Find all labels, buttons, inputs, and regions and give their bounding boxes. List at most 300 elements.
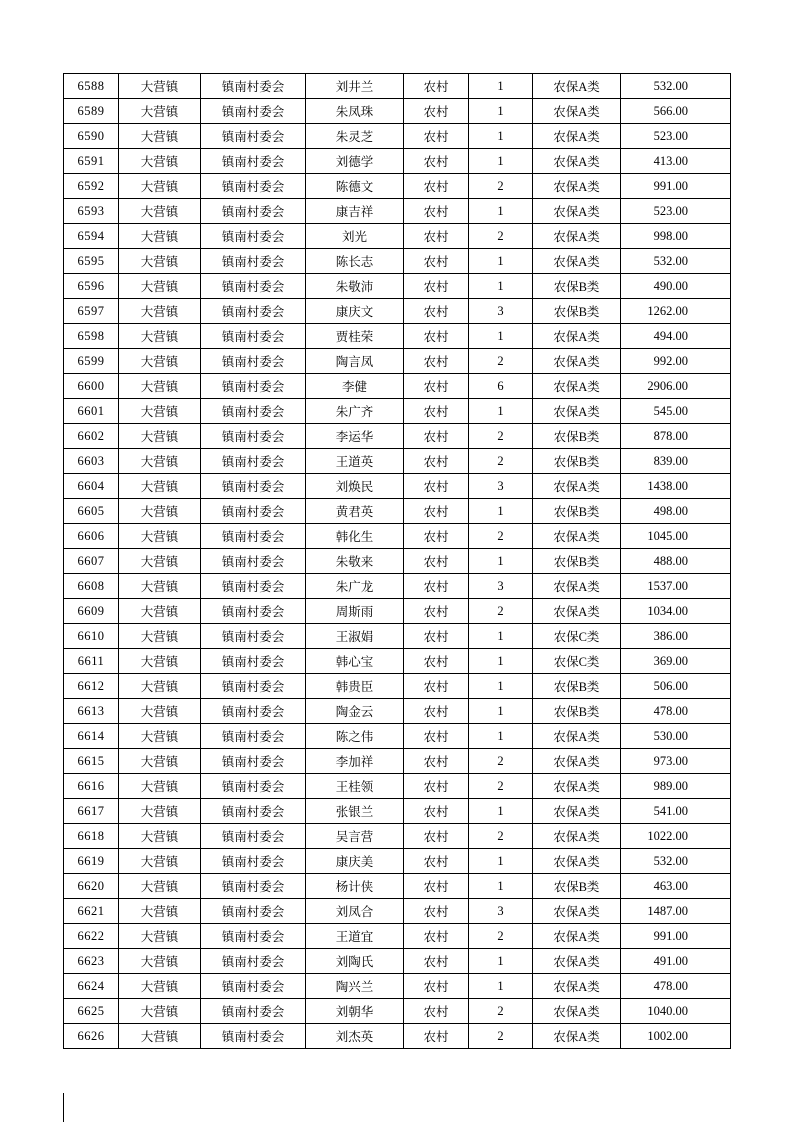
cell-count: 1: [469, 624, 533, 649]
cell-amount: 1438.00: [621, 474, 731, 499]
cell-insurance_class: 农保A类: [533, 574, 621, 599]
cell-village: 镇南村委会: [201, 449, 306, 474]
cell-village: 镇南村委会: [201, 524, 306, 549]
cell-village: 镇南村委会: [201, 149, 306, 174]
cell-town: 大营镇: [119, 699, 201, 724]
cell-town: 大营镇: [119, 999, 201, 1024]
cell-town: 大营镇: [119, 324, 201, 349]
cell-serial: 6600: [64, 374, 119, 399]
cell-town: 大营镇: [119, 724, 201, 749]
table-row: [64, 749, 731, 774]
cell-serial: 6625: [64, 999, 119, 1024]
table-row: [64, 524, 731, 549]
cell-amount: 523.00: [621, 124, 731, 149]
cell-count: 2: [469, 999, 533, 1024]
cell-amount: 386.00: [621, 624, 731, 649]
cell-amount: 506.00: [621, 674, 731, 699]
cell-insurance_class: 农保A类: [533, 1024, 621, 1049]
cell-insurance_class: 农保B类: [533, 424, 621, 449]
cell-name: 朱广齐: [306, 399, 404, 424]
cell-category: 农村: [404, 674, 469, 699]
cell-insurance_class: 农保A类: [533, 999, 621, 1024]
cell-town: 大营镇: [119, 74, 201, 99]
cell-serial: 6607: [64, 549, 119, 574]
table-row: [64, 149, 731, 174]
cell-insurance_class: 农保A类: [533, 174, 621, 199]
cell-serial: 6596: [64, 274, 119, 299]
cell-town: 大营镇: [119, 124, 201, 149]
cell-insurance_class: 农保A类: [533, 149, 621, 174]
cell-insurance_class: 农保A类: [533, 774, 621, 799]
cell-village: 镇南村委会: [201, 874, 306, 899]
cell-serial: 6605: [64, 499, 119, 524]
cell-serial: 6599: [64, 349, 119, 374]
cell-serial: 6601: [64, 399, 119, 424]
cell-count: 1: [469, 274, 533, 299]
cell-serial: 6589: [64, 99, 119, 124]
cell-count: 1: [469, 799, 533, 824]
cell-category: 农村: [404, 974, 469, 999]
table-row: [64, 299, 731, 324]
cell-village: 镇南村委会: [201, 74, 306, 99]
cell-count: 3: [469, 574, 533, 599]
cell-category: 农村: [404, 124, 469, 149]
cell-category: 农村: [404, 949, 469, 974]
cell-insurance_class: 农保A类: [533, 124, 621, 149]
cell-name: 张银兰: [306, 799, 404, 824]
cell-name: 陶金云: [306, 699, 404, 724]
cell-town: 大营镇: [119, 574, 201, 599]
cell-name: 陶兴兰: [306, 974, 404, 999]
cell-village: 镇南村委会: [201, 774, 306, 799]
cell-name: 王淑娟: [306, 624, 404, 649]
cell-village: 镇南村委会: [201, 599, 306, 624]
cell-amount: 1537.00: [621, 574, 731, 599]
cell-amount: 991.00: [621, 174, 731, 199]
cell-name: 韩贵臣: [306, 674, 404, 699]
table-row: [64, 349, 731, 374]
cell-village: 镇南村委会: [201, 999, 306, 1024]
cell-category: 农村: [404, 324, 469, 349]
cell-category: 农村: [404, 699, 469, 724]
cell-serial: 6623: [64, 949, 119, 974]
cell-amount: 989.00: [621, 774, 731, 799]
cell-town: 大营镇: [119, 599, 201, 624]
cell-amount: 839.00: [621, 449, 731, 474]
cell-count: 3: [469, 474, 533, 499]
cell-count: 1: [469, 649, 533, 674]
cell-village: 镇南村委会: [201, 499, 306, 524]
cell-amount: 878.00: [621, 424, 731, 449]
table-row: [64, 474, 731, 499]
cell-village: 镇南村委会: [201, 824, 306, 849]
table-row: [64, 324, 731, 349]
cell-village: 镇南村委会: [201, 324, 306, 349]
cell-amount: 478.00: [621, 699, 731, 724]
cell-village: 镇南村委会: [201, 424, 306, 449]
cell-serial: 6609: [64, 599, 119, 624]
cell-category: 农村: [404, 574, 469, 599]
cell-count: 1: [469, 549, 533, 574]
table-row: [64, 849, 731, 874]
cell-village: 镇南村委会: [201, 624, 306, 649]
cell-serial: 6597: [64, 299, 119, 324]
table-row: [64, 199, 731, 224]
cell-amount: 991.00: [621, 924, 731, 949]
cell-category: 农村: [404, 649, 469, 674]
cell-count: 2: [469, 174, 533, 199]
cell-town: 大营镇: [119, 274, 201, 299]
cell-insurance_class: 农保A类: [533, 349, 621, 374]
cell-insurance_class: 农保B类: [533, 299, 621, 324]
cell-village: 镇南村委会: [201, 349, 306, 374]
cell-town: 大营镇: [119, 549, 201, 574]
cell-category: 农村: [404, 99, 469, 124]
cell-count: 1: [469, 874, 533, 899]
cell-town: 大营镇: [119, 349, 201, 374]
table-row: [64, 99, 731, 124]
cell-serial: 6595: [64, 249, 119, 274]
cell-count: 3: [469, 299, 533, 324]
cell-amount: 498.00: [621, 499, 731, 524]
cell-town: 大营镇: [119, 524, 201, 549]
cell-serial: 6624: [64, 974, 119, 999]
cell-category: 农村: [404, 449, 469, 474]
cell-category: 农村: [404, 549, 469, 574]
cell-village: 镇南村委会: [201, 899, 306, 924]
cell-insurance_class: 农保C类: [533, 624, 621, 649]
cell-amount: 566.00: [621, 99, 731, 124]
cell-count: 2: [469, 524, 533, 549]
table-row: [64, 974, 731, 999]
cell-serial: 6598: [64, 324, 119, 349]
cell-category: 农村: [404, 799, 469, 824]
cell-serial: 6602: [64, 424, 119, 449]
cell-town: 大营镇: [119, 649, 201, 674]
cell-town: 大营镇: [119, 299, 201, 324]
cell-insurance_class: 农保A类: [533, 524, 621, 549]
cell-category: 农村: [404, 849, 469, 874]
cell-amount: 532.00: [621, 74, 731, 99]
cell-serial: 6604: [64, 474, 119, 499]
cell-serial: 6621: [64, 899, 119, 924]
cell-amount: 532.00: [621, 849, 731, 874]
cell-count: 1: [469, 849, 533, 874]
table-row: [64, 924, 731, 949]
cell-count: 1: [469, 499, 533, 524]
cell-insurance_class: 农保A类: [533, 474, 621, 499]
cell-category: 农村: [404, 199, 469, 224]
cell-town: 大营镇: [119, 449, 201, 474]
cell-name: 朱敬沛: [306, 274, 404, 299]
cell-insurance_class: 农保B类: [533, 449, 621, 474]
cell-category: 农村: [404, 749, 469, 774]
table-row: [64, 774, 731, 799]
cell-name: 韩心宝: [306, 649, 404, 674]
cell-insurance_class: 农保A类: [533, 74, 621, 99]
cell-category: 农村: [404, 349, 469, 374]
cell-serial: 6610: [64, 624, 119, 649]
cell-count: 2: [469, 224, 533, 249]
cell-town: 大营镇: [119, 149, 201, 174]
cell-name: 陶言凤: [306, 349, 404, 374]
cell-village: 镇南村委会: [201, 174, 306, 199]
cell-insurance_class: 农保A类: [533, 924, 621, 949]
cell-village: 镇南村委会: [201, 224, 306, 249]
cell-category: 农村: [404, 224, 469, 249]
cell-category: 农村: [404, 149, 469, 174]
cell-insurance_class: 农保B类: [533, 874, 621, 899]
cell-category: 农村: [404, 174, 469, 199]
cell-village: 镇南村委会: [201, 949, 306, 974]
table-row: [64, 249, 731, 274]
cell-amount: 545.00: [621, 399, 731, 424]
cell-name: 王桂领: [306, 774, 404, 799]
cell-serial: 6606: [64, 524, 119, 549]
cell-village: 镇南村委会: [201, 399, 306, 424]
cell-category: 农村: [404, 474, 469, 499]
cell-count: 2: [469, 349, 533, 374]
table-row: [64, 724, 731, 749]
cell-insurance_class: 农保A类: [533, 899, 621, 924]
cell-serial: 6616: [64, 774, 119, 799]
cell-category: 农村: [404, 299, 469, 324]
cell-name: 陈长志: [306, 249, 404, 274]
cell-name: 朱广龙: [306, 574, 404, 599]
cell-town: 大营镇: [119, 224, 201, 249]
cell-amount: 1040.00: [621, 999, 731, 1024]
cell-category: 农村: [404, 624, 469, 649]
cell-category: 农村: [404, 999, 469, 1024]
cell-serial: 6615: [64, 749, 119, 774]
cell-insurance_class: 农保B类: [533, 499, 621, 524]
cell-category: 农村: [404, 274, 469, 299]
cell-town: 大营镇: [119, 674, 201, 699]
cell-village: 镇南村委会: [201, 974, 306, 999]
next-page-table-border-fragment: [63, 1093, 64, 1122]
cell-amount: 973.00: [621, 749, 731, 774]
cell-serial: 6588: [64, 74, 119, 99]
cell-count: 1: [469, 124, 533, 149]
cell-name: 陈之伟: [306, 724, 404, 749]
cell-town: 大营镇: [119, 374, 201, 399]
cell-village: 镇南村委会: [201, 274, 306, 299]
cell-town: 大营镇: [119, 399, 201, 424]
cell-village: 镇南村委会: [201, 924, 306, 949]
cell-insurance_class: 农保A类: [533, 374, 621, 399]
cell-insurance_class: 农保B类: [533, 274, 621, 299]
cell-name: 刘光: [306, 224, 404, 249]
cell-count: 1: [469, 74, 533, 99]
table-row: [64, 174, 731, 199]
cell-town: 大营镇: [119, 924, 201, 949]
cell-town: 大营镇: [119, 1024, 201, 1049]
cell-count: 2: [469, 824, 533, 849]
cell-insurance_class: 农保A类: [533, 849, 621, 874]
cell-town: 大营镇: [119, 899, 201, 924]
cell-amount: 1034.00: [621, 599, 731, 624]
cell-name: 刘焕民: [306, 474, 404, 499]
cell-village: 镇南村委会: [201, 674, 306, 699]
table-row: [64, 124, 731, 149]
cell-serial: 6594: [64, 224, 119, 249]
cell-name: 陈德文: [306, 174, 404, 199]
cell-amount: 1022.00: [621, 824, 731, 849]
cell-town: 大营镇: [119, 974, 201, 999]
cell-name: 刘德学: [306, 149, 404, 174]
cell-town: 大营镇: [119, 799, 201, 824]
cell-amount: 530.00: [621, 724, 731, 749]
cell-count: 2: [469, 599, 533, 624]
cell-category: 农村: [404, 824, 469, 849]
cell-serial: 6592: [64, 174, 119, 199]
cell-town: 大营镇: [119, 99, 201, 124]
table-row: [64, 999, 731, 1024]
cell-serial: 6613: [64, 699, 119, 724]
cell-count: 1: [469, 249, 533, 274]
cell-name: 杨计侠: [306, 874, 404, 899]
cell-insurance_class: 农保A类: [533, 99, 621, 124]
cell-insurance_class: 农保A类: [533, 724, 621, 749]
table-row: [64, 274, 731, 299]
cell-name: 贾桂荣: [306, 324, 404, 349]
cell-count: 3: [469, 899, 533, 924]
cell-name: 李加祥: [306, 749, 404, 774]
cell-serial: 6591: [64, 149, 119, 174]
cell-amount: 369.00: [621, 649, 731, 674]
cell-amount: 523.00: [621, 199, 731, 224]
cell-amount: 532.00: [621, 249, 731, 274]
cell-insurance_class: 农保C类: [533, 649, 621, 674]
table-row: [64, 874, 731, 899]
cell-serial: 6620: [64, 874, 119, 899]
cell-town: 大营镇: [119, 424, 201, 449]
cell-insurance_class: 农保B类: [533, 674, 621, 699]
cell-count: 2: [469, 749, 533, 774]
cell-name: 刘陶氏: [306, 949, 404, 974]
cell-village: 镇南村委会: [201, 574, 306, 599]
cell-serial: 6618: [64, 824, 119, 849]
cell-insurance_class: 农保A类: [533, 599, 621, 624]
table-row: [64, 374, 731, 399]
payment-roster-table: [63, 73, 731, 1049]
cell-count: 2: [469, 774, 533, 799]
cell-amount: 998.00: [621, 224, 731, 249]
cell-village: 镇南村委会: [201, 749, 306, 774]
cell-insurance_class: 农保A类: [533, 974, 621, 999]
table-row: [64, 549, 731, 574]
cell-name: 刘井兰: [306, 74, 404, 99]
cell-amount: 488.00: [621, 549, 731, 574]
table-row: [64, 399, 731, 424]
cell-count: 1: [469, 974, 533, 999]
cell-category: 农村: [404, 499, 469, 524]
cell-village: 镇南村委会: [201, 249, 306, 274]
cell-town: 大营镇: [119, 949, 201, 974]
cell-amount: 1262.00: [621, 299, 731, 324]
cell-category: 农村: [404, 899, 469, 924]
cell-category: 农村: [404, 599, 469, 624]
cell-category: 农村: [404, 399, 469, 424]
cell-count: 1: [469, 99, 533, 124]
cell-category: 农村: [404, 374, 469, 399]
cell-town: 大营镇: [119, 749, 201, 774]
cell-serial: 6590: [64, 124, 119, 149]
cell-insurance_class: 农保B类: [533, 549, 621, 574]
table-row: [64, 799, 731, 824]
cell-name: 康吉祥: [306, 199, 404, 224]
cell-town: 大营镇: [119, 249, 201, 274]
cell-insurance_class: 农保A类: [533, 824, 621, 849]
cell-name: 周斯雨: [306, 599, 404, 624]
cell-village: 镇南村委会: [201, 124, 306, 149]
table-row: [64, 1024, 731, 1049]
cell-village: 镇南村委会: [201, 99, 306, 124]
cell-category: 农村: [404, 924, 469, 949]
roster-table-body: [64, 74, 731, 1049]
cell-insurance_class: 农保A类: [533, 249, 621, 274]
cell-category: 农村: [404, 1024, 469, 1049]
cell-name: 康庆文: [306, 299, 404, 324]
cell-amount: 992.00: [621, 349, 731, 374]
cell-insurance_class: 农保A类: [533, 799, 621, 824]
cell-serial: 6622: [64, 924, 119, 949]
cell-amount: 1045.00: [621, 524, 731, 549]
cell-amount: 491.00: [621, 949, 731, 974]
cell-amount: 1002.00: [621, 1024, 731, 1049]
cell-serial: 6626: [64, 1024, 119, 1049]
cell-amount: 478.00: [621, 974, 731, 999]
cell-count: 1: [469, 674, 533, 699]
cell-count: 1: [469, 199, 533, 224]
table-row: [64, 499, 731, 524]
cell-category: 农村: [404, 524, 469, 549]
cell-count: 6: [469, 374, 533, 399]
cell-insurance_class: 农保B类: [533, 699, 621, 724]
cell-serial: 6619: [64, 849, 119, 874]
cell-serial: 6617: [64, 799, 119, 824]
table-row: [64, 949, 731, 974]
cell-name: 刘杰英: [306, 1024, 404, 1049]
cell-category: 农村: [404, 424, 469, 449]
cell-name: 康庆美: [306, 849, 404, 874]
cell-insurance_class: 农保A类: [533, 949, 621, 974]
cell-name: 刘朝华: [306, 999, 404, 1024]
cell-serial: 6608: [64, 574, 119, 599]
cell-count: 2: [469, 449, 533, 474]
cell-insurance_class: 农保A类: [533, 749, 621, 774]
cell-count: 1: [469, 724, 533, 749]
cell-village: 镇南村委会: [201, 799, 306, 824]
cell-village: 镇南村委会: [201, 549, 306, 574]
cell-count: 1: [469, 149, 533, 174]
cell-name: 李运华: [306, 424, 404, 449]
cell-serial: 6603: [64, 449, 119, 474]
cell-category: 农村: [404, 874, 469, 899]
cell-count: 2: [469, 424, 533, 449]
table-row: [64, 224, 731, 249]
cell-amount: 2906.00: [621, 374, 731, 399]
cell-village: 镇南村委会: [201, 199, 306, 224]
cell-count: 1: [469, 324, 533, 349]
cell-village: 镇南村委会: [201, 1024, 306, 1049]
cell-town: 大营镇: [119, 174, 201, 199]
cell-insurance_class: 农保A类: [533, 399, 621, 424]
cell-town: 大营镇: [119, 849, 201, 874]
table-row: [64, 574, 731, 599]
cell-village: 镇南村委会: [201, 649, 306, 674]
cell-town: 大营镇: [119, 624, 201, 649]
